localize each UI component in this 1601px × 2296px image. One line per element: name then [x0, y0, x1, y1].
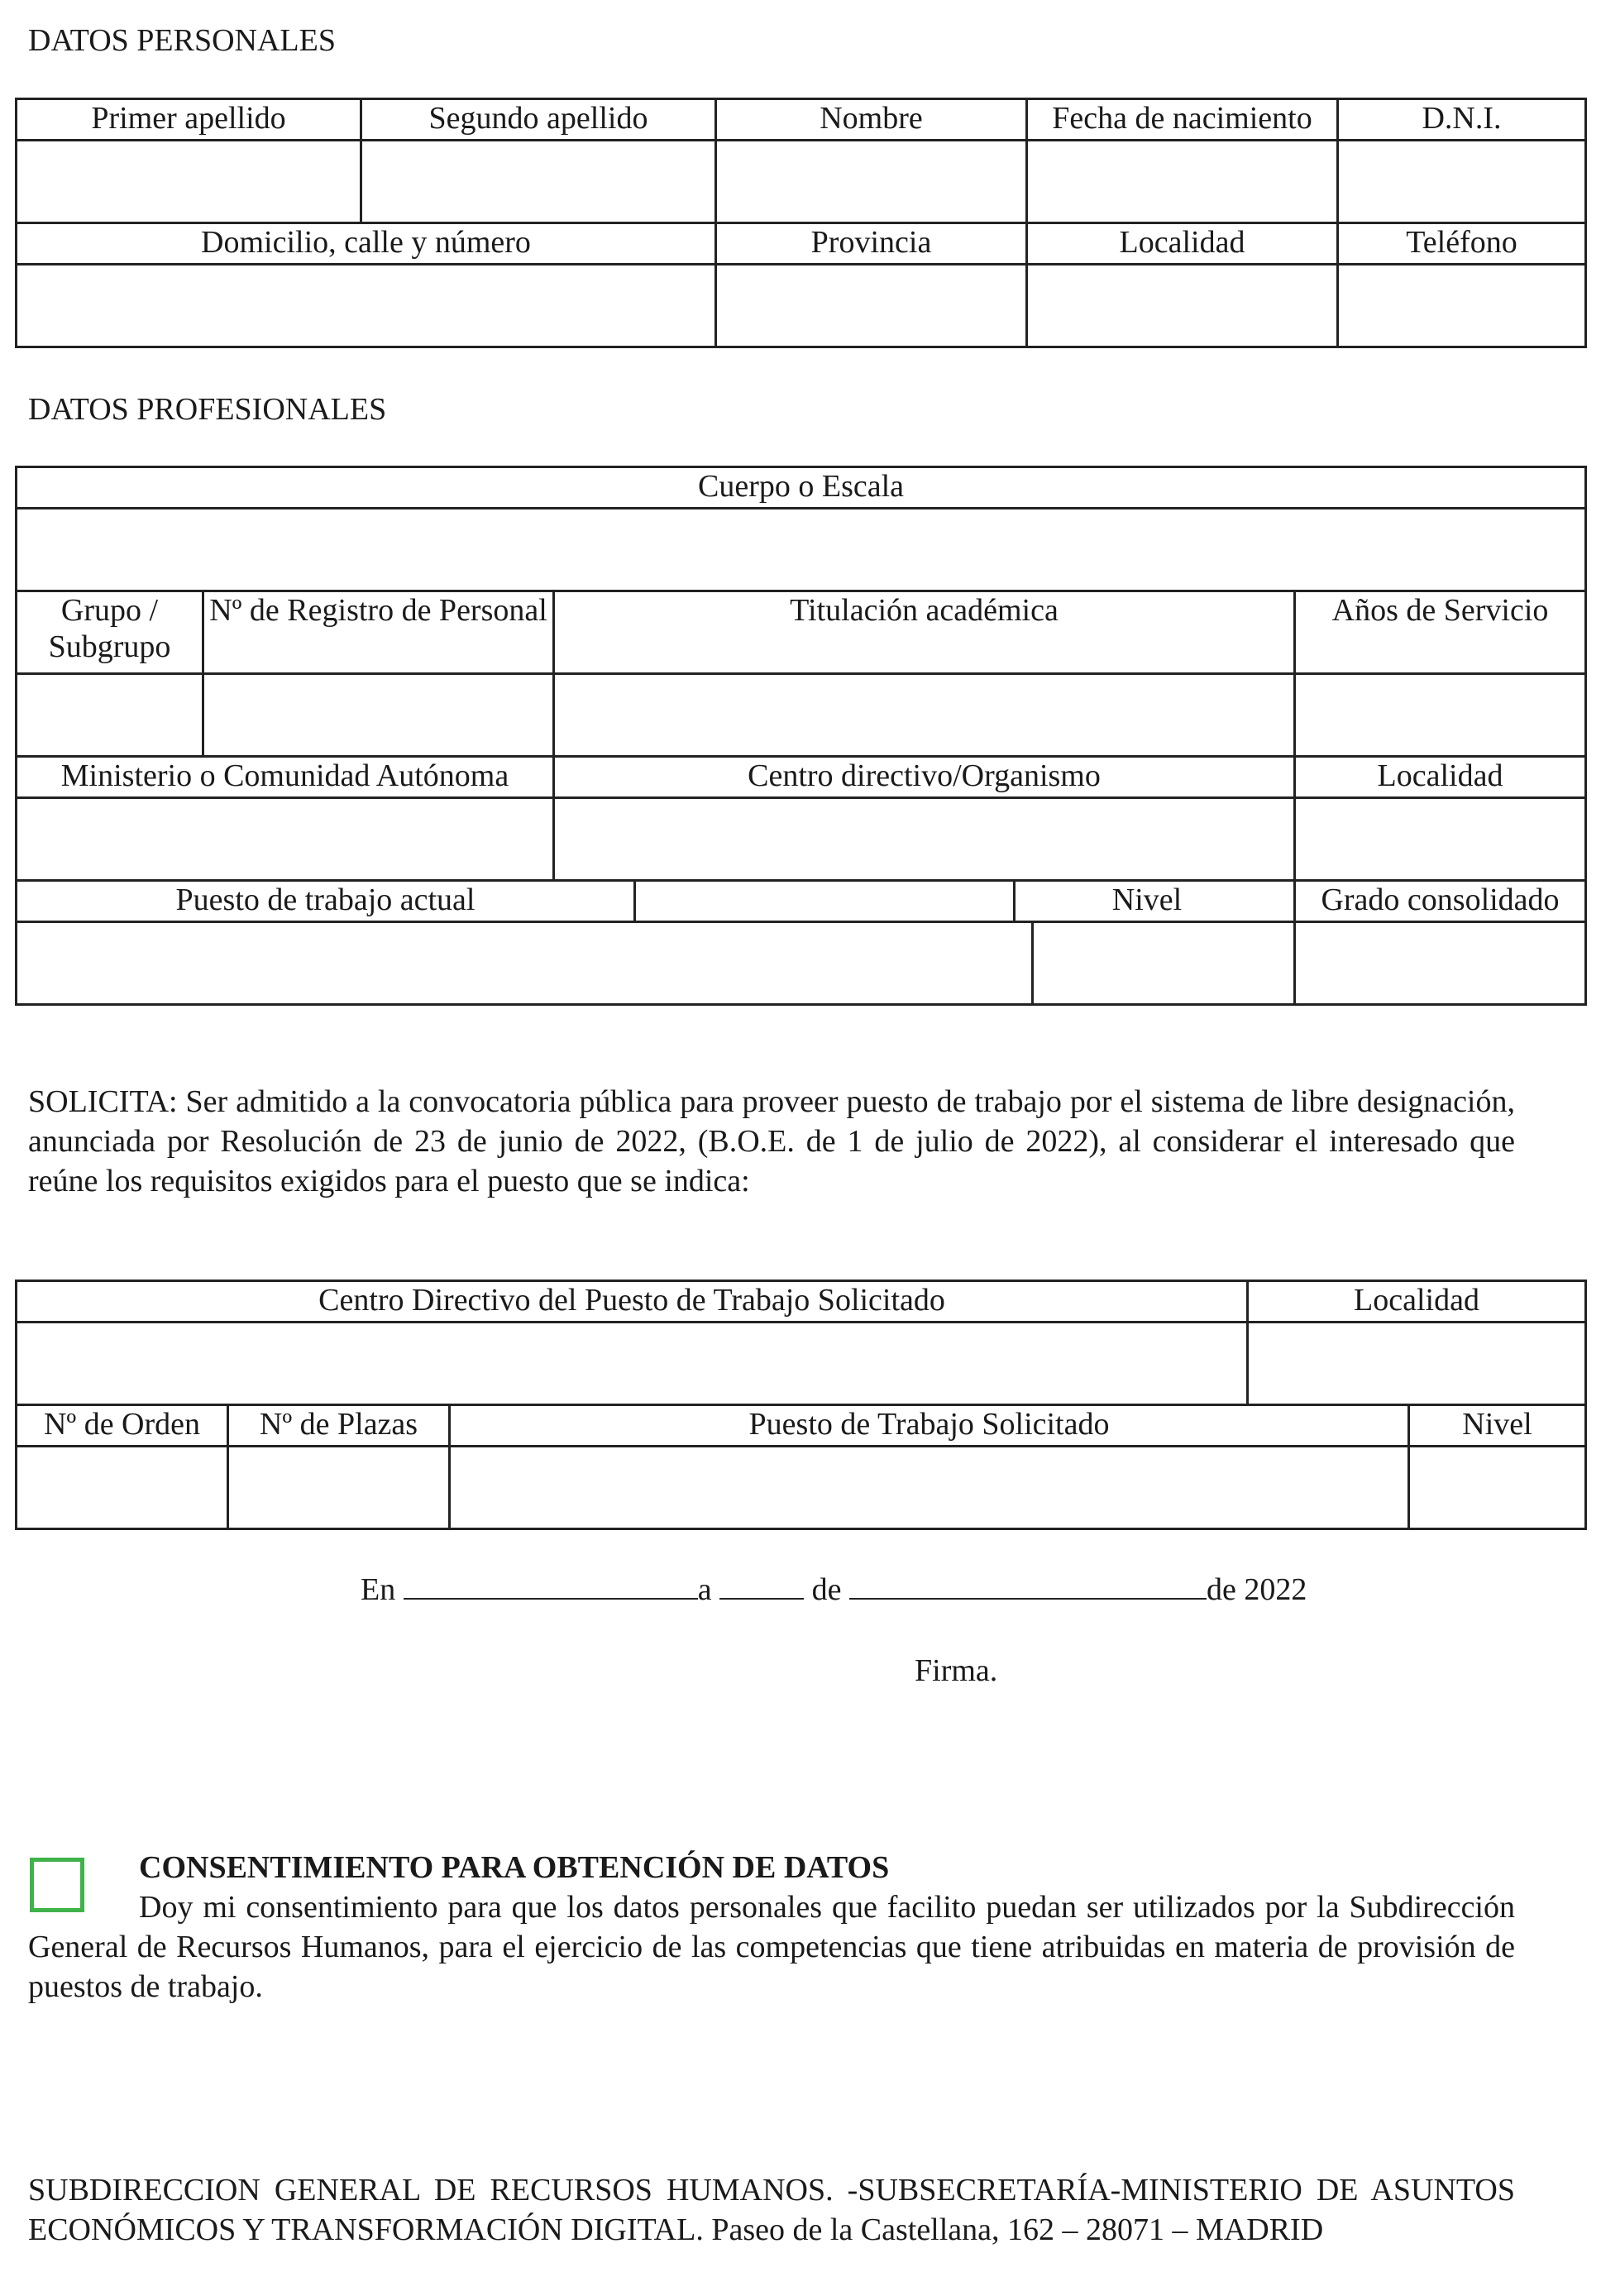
table-header-row — [17, 223, 1586, 265]
header-cuerpo-escala: Cuerpo o Escala — [17, 467, 1586, 509]
fecha-nacimiento-field[interactable] — [1027, 141, 1338, 223]
header-dni: D.N.I. — [1338, 99, 1586, 141]
centro-directivo-field[interactable] — [554, 798, 1295, 881]
centro-directivo-solicitado-field[interactable] — [17, 1323, 1248, 1405]
registro-personal-field[interactable] — [203, 674, 554, 757]
table-header-row — [17, 881, 1586, 922]
table-input-row — [17, 798, 1586, 881]
table-input-row — [17, 509, 1586, 591]
numero-orden-field[interactable] — [17, 1447, 228, 1529]
header-numero-orden: Nº de Orden — [17, 1405, 228, 1447]
telefono-field[interactable] — [1338, 265, 1586, 347]
professional-data-table — [15, 466, 1587, 1006]
puesto-actual-row — [17, 922, 1295, 1005]
header-primer-apellido: Primer apellido — [17, 99, 361, 141]
table-header-row — [17, 591, 1586, 674]
nivel-label: Nivel — [1013, 881, 1278, 921]
consent-title: CONSENTIMIENTO PARA OBTENCIÓN DE DATOS — [139, 1850, 890, 1885]
table-input-row — [17, 1447, 1586, 1529]
provincia-field[interactable] — [716, 265, 1027, 347]
header-localidad-solicitado: Localidad — [1248, 1281, 1586, 1323]
section-heading-personal: DATOS PERSONALES — [28, 23, 336, 58]
date-line — [361, 1570, 1307, 1610]
numero-plazas-field[interactable] — [228, 1447, 450, 1529]
date-year-label: de 2022 — [1206, 1572, 1307, 1607]
header-domicilio: Domicilio, calle y número — [17, 223, 716, 265]
table-input-row — [17, 265, 1586, 347]
requested-post-table — [15, 1280, 1587, 1530]
header-localidad-prof: Localidad — [1295, 757, 1586, 798]
header-nivel — [635, 881, 1295, 922]
domicilio-field[interactable] — [17, 265, 716, 347]
ministerio-field[interactable] — [17, 798, 554, 881]
table-header-row — [17, 99, 1586, 141]
signature-label: Firma. — [915, 1653, 998, 1688]
day-blank-field[interactable] — [719, 1573, 804, 1600]
header-nivel-solicitado: Nivel — [1409, 1405, 1586, 1447]
segundo-apellido-field[interactable] — [361, 141, 716, 223]
header-puesto-actual: Puesto de trabajo actual — [17, 881, 635, 922]
localidad-prof-field[interactable] — [1295, 798, 1586, 881]
date-de-label: de — [811, 1572, 842, 1607]
header-registro-personal: Nº de Registro de Personal — [203, 591, 554, 674]
consent-paragraph: Doy mi consentimiento para que los datos personales que facilito puedan ser utilizados por la Subdirección General de Recursos Humanos, para el ejercicio de las competencias que tiene atribuidas en materia de provisión de puestos de trabajo. — [28, 1890, 1515, 2004]
localidad-field[interactable] — [1027, 265, 1338, 347]
table-input-row — [17, 1323, 1586, 1405]
header-centro-directivo-solicitado: Centro Directivo del Puesto de Trabajo Solicitado — [17, 1281, 1248, 1323]
month-blank-field[interactable] — [849, 1573, 1207, 1600]
table-header-row — [17, 757, 1586, 798]
header-centro-directivo: Centro directivo/Organismo — [554, 757, 1295, 798]
header-fecha-nacimiento: Fecha de nacimiento — [1027, 99, 1338, 141]
header-nombre: Nombre — [716, 99, 1027, 141]
date-a-label: a — [697, 1572, 712, 1607]
puesto-solicitado-field[interactable] — [450, 1447, 1409, 1529]
footer-address: SUBDIRECCION GENERAL DE RECURSOS HUMANOS. -SUBSECRETARÍA-MINISTERIO DE ASUNTOS ECONÓMICOS Y TRANSFORMACIÓN DIGITAL. Paseo de la Castellana, 162 – 28071 – MADRID — [28, 2173, 1515, 2247]
header-numero-plazas: Nº de Plazas — [228, 1405, 450, 1447]
header-anos-servicio: Años de Servicio — [1295, 591, 1586, 674]
table-header-row — [17, 1281, 1586, 1323]
header-provincia: Provincia — [716, 223, 1027, 265]
grado-consolidado-field[interactable] — [1295, 922, 1586, 1005]
header-grado-consolidado: Grado consolidado — [1295, 881, 1586, 922]
primer-apellido-field[interactable] — [17, 141, 361, 223]
header-localidad: Localidad — [1027, 223, 1338, 265]
nivel-solicitado-field[interactable] — [1409, 1447, 1586, 1529]
place-blank-field[interactable] — [404, 1573, 698, 1600]
cuerpo-escala-field[interactable] — [17, 509, 1586, 591]
table-input-row — [17, 141, 1586, 223]
personal-data-table — [15, 98, 1587, 348]
nivel-field[interactable] — [1031, 923, 1293, 1003]
nombre-field[interactable] — [716, 141, 1027, 223]
grupo-subgrupo-field[interactable] — [17, 674, 203, 757]
dni-field[interactable] — [1338, 141, 1586, 223]
titulacion-field[interactable] — [554, 674, 1295, 757]
header-grupo-subgrupo: Grupo / Subgrupo — [17, 591, 203, 674]
table-input-row — [17, 922, 1586, 1005]
header-ministerio: Ministerio o Comunidad Autónoma — [17, 757, 554, 798]
puesto-actual-field[interactable] — [17, 923, 1031, 1003]
section-heading-professional: DATOS PROFESIONALES — [28, 392, 387, 427]
table-header-row — [17, 467, 1586, 509]
date-en-label: En — [361, 1572, 396, 1607]
table-input-row — [17, 674, 1586, 757]
header-segundo-apellido: Segundo apellido — [361, 99, 716, 141]
header-titulacion: Titulación académica — [554, 591, 1295, 674]
header-telefono: Teléfono — [1338, 223, 1586, 265]
header-puesto-solicitado: Puesto de Trabajo Solicitado — [450, 1405, 1409, 1447]
localidad-solicitado-field[interactable] — [1248, 1323, 1586, 1405]
solicita-paragraph: SOLICITA: Ser admitido a la convocatoria pública para proveer puesto de trabajo por el sistema de libre designación, anunciada por Resolución de 23 de junio de 2022, (B.O.E. de 1 de julio de 2022), al considerar el interesado que reúne los requisitos exigidos para el puesto que se indica: — [28, 1084, 1515, 1198]
anos-servicio-field[interactable] — [1295, 674, 1586, 757]
table-header-row — [17, 1405, 1586, 1447]
